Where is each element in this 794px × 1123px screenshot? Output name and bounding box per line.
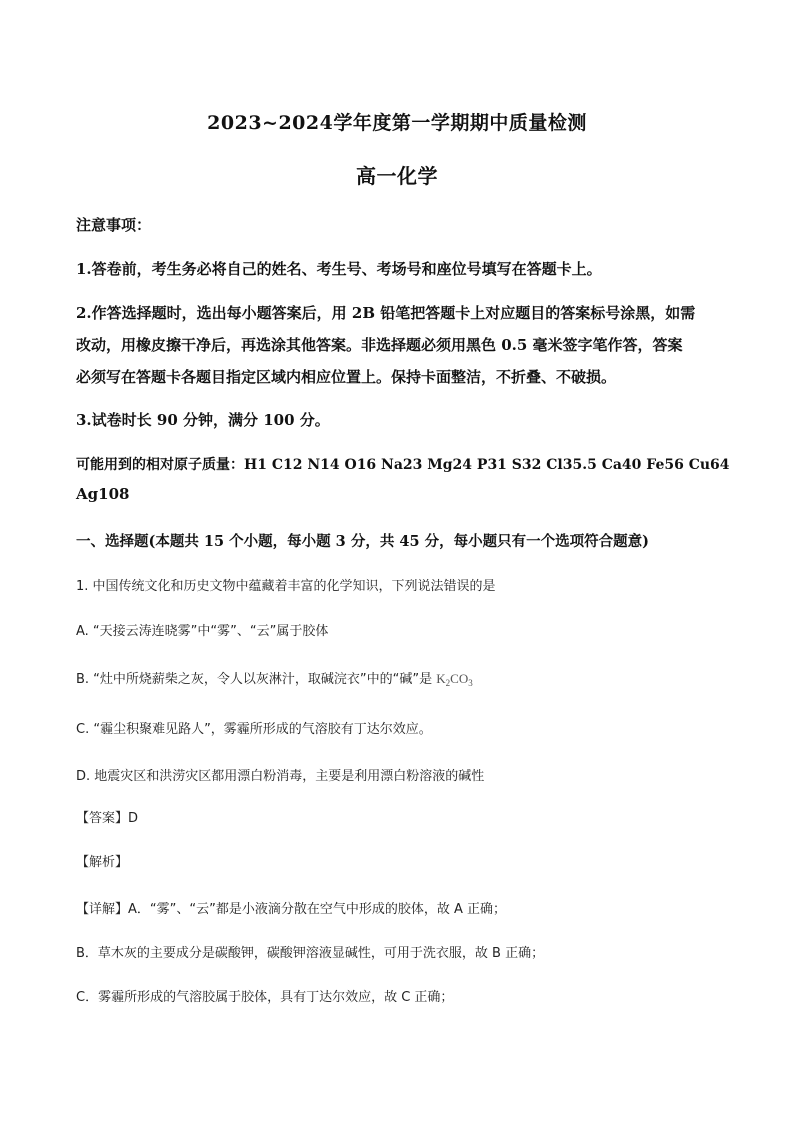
notice-heading: 注意事项： (76, 216, 152, 234)
atomic-mass-line-1: 可能用到的相对原子质量：H1 C12 N14 O16 Na23 Mg24 P31 S32 Cl35.5 Ca40 Fe56 Cu64 (76, 457, 730, 473)
option-b-text: B. “灶中所烧薪柴之灰，令人以灰淋汁，取碱浣衣”中的“碱”是 (76, 672, 433, 687)
question-1-option-b (76, 668, 724, 688)
exam-title: 2023~2024学年度第一学期期中质量检测 (207, 112, 587, 134)
formula-k: K (436, 671, 446, 686)
detail-a: 【详解】A．“雾”、“云”都是小液滴分散在空气中形成的胶体，故 A 正确； (76, 902, 506, 917)
formula-co: CO (450, 671, 469, 686)
atomic-mass-line-2: Ag108 (76, 485, 130, 503)
notice-item-2-line-3: 必须写在答题卡各题目指定区域内相应位置上。保持卡面整洁，不折叠、不破损。 (76, 368, 617, 386)
answer-label: 【答案】D (76, 811, 139, 826)
analysis-label: 【解析】 (76, 855, 129, 870)
detail-b: B．草木灰的主要成分是碳酸钾，碳酸钾溶液显碱性，可用于洗衣服，故 B 正确； (76, 946, 545, 961)
notice-item-1: 1.答卷前，考生务必将自己的姓名、考生号、考场号和座位号填写在答题卡上。 (76, 260, 602, 278)
formula-k-subscript: 2 (445, 678, 451, 688)
k2co3-formula (436, 671, 472, 686)
formula-co-subscript: 3 (468, 678, 473, 688)
notice-item-2-line-2: 改动，用橡皮擦干净后，再选涂其他答案。非选择题必须用黑色 0.5 毫米签字笔作答，答案 (76, 336, 683, 354)
section-1-heading: 一、选择题(本题共 15 个小题，每小题 3 分，共 45 分，每小题只有一个选项符合题意) (76, 533, 649, 550)
question-1-stem: 1. 中国传统文化和历史文物中蕴藏着丰富的化学知识，下列说法错误的是 (76, 579, 496, 594)
detail-c: C．雾霾所形成的气溶胶属于胶体，具有丁达尔效应，故 C 正确； (76, 990, 454, 1005)
subject-title: 高一化学 (356, 164, 438, 188)
notice-item-3: 3.试卷时长 90 分钟，满分 100 分。 (76, 411, 330, 429)
question-1-option-c: C. “霾尘积聚难见路人”，雾霾所形成的气溶胶有丁达尔效应。 (76, 722, 432, 737)
question-1-option-a: A. “天接云涛连晓雾”中“雾”、“云”属于胶体 (76, 624, 329, 639)
notice-item-2-line-1: 2.作答选择题时，选出每小题答案后，用 2B 铅笔把答题卡上对应题目的答案标号涂黑，如需 (76, 304, 696, 322)
question-1-option-d: D. 地震灾区和洪涝灾区都用漂白粉消毒，主要是利用漂白粉溶液的碱性 (76, 769, 485, 784)
